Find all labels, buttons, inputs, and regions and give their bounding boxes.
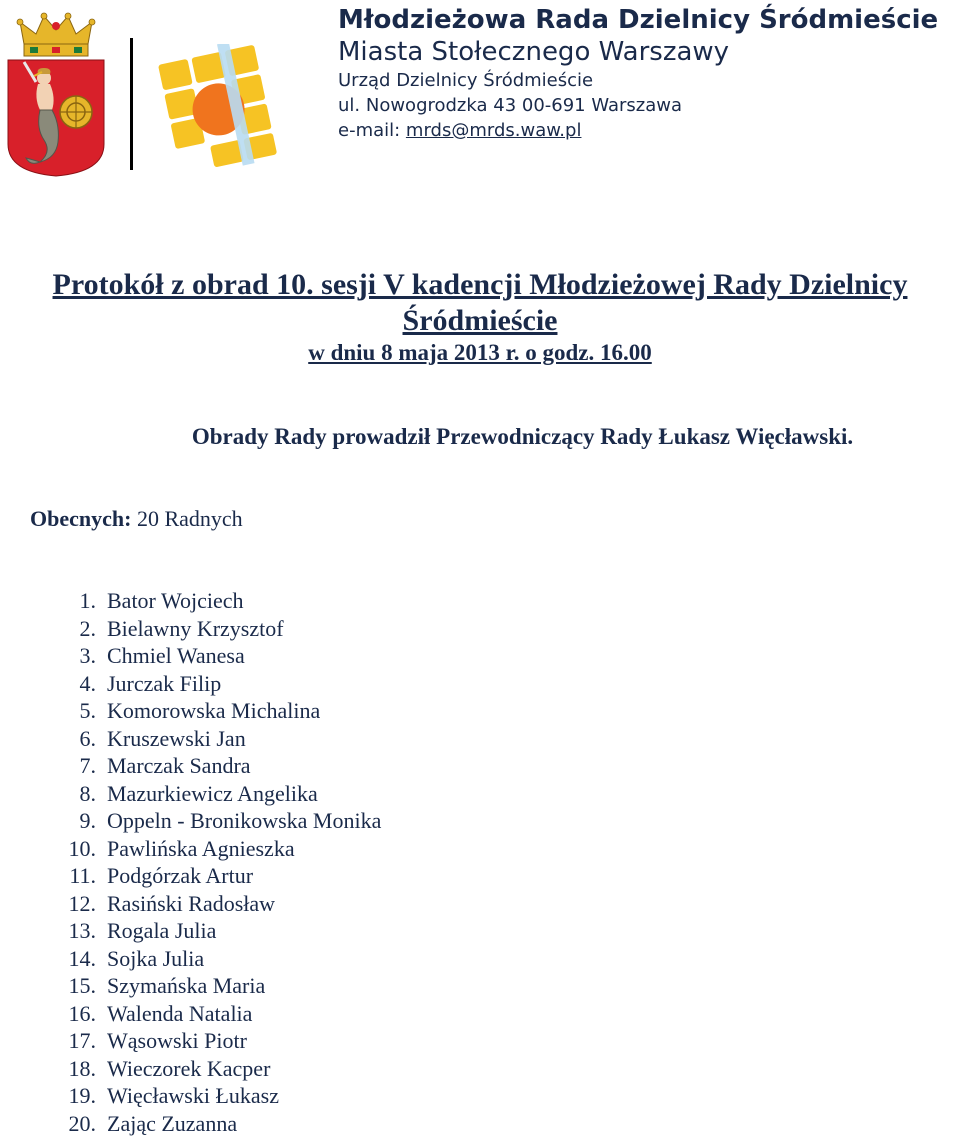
member-name: Marczak Sandra	[107, 753, 251, 778]
email-label: e-mail:	[338, 120, 406, 141]
member-name: Oppeln - Bronikowska Monika	[107, 808, 382, 833]
institution-header	[338, 4, 938, 143]
list-item	[0, 1110, 238, 1138]
list-item-number: 8.	[79, 780, 96, 806]
list-item-number: 7.	[79, 753, 96, 778]
member-name: Kruszewski Jan	[107, 725, 246, 751]
member-name: Komorowska Michalina	[107, 698, 321, 723]
session-date: w dniu 8 maja 2013 r. o godz. 16.00	[308, 340, 652, 365]
member-name: Pawlińska Agnieszka	[107, 835, 295, 861]
list-item	[0, 780, 318, 808]
list-item	[0, 862, 254, 890]
attendance-label: Obecnych:	[30, 506, 132, 531]
list-item-number: 6.	[79, 725, 96, 751]
list-item	[0, 587, 244, 615]
member-name: Bator Wojciech	[107, 588, 244, 613]
list-item-number: 13.	[68, 918, 96, 943]
list-item-number: 18.	[68, 1055, 96, 1081]
list-item	[0, 807, 382, 835]
list-item	[0, 1055, 271, 1083]
member-name: Zając Zuzanna	[107, 1110, 238, 1136]
member-name: Chmiel Wanesa	[107, 643, 245, 668]
list-item	[0, 697, 321, 725]
member-name: Rasiński Radosław	[107, 890, 276, 916]
list-item-number: 20.	[68, 1110, 96, 1136]
member-name: Wieczorek Kacper	[107, 1055, 271, 1081]
attendance-value: 20 Radnych	[131, 506, 243, 531]
email-link[interactable]: mrds@mrds.waw.pl	[405, 120, 582, 141]
list-item-number: 14.	[68, 945, 96, 971]
list-item	[0, 1000, 253, 1028]
list-item-number: 4.	[79, 670, 96, 696]
list-item-number: 5.	[79, 698, 96, 723]
list-item	[0, 1082, 279, 1110]
chairperson-statement: Obrady Rady prowadził Przewodniczący Rady Łukasz Więcławski.	[191, 424, 854, 449]
list-item-number: 3.	[79, 643, 96, 668]
list-item	[0, 890, 276, 918]
mrds-logo-icon	[158, 44, 292, 168]
office-name: Urząd Dzielnicy Śródmieście	[338, 70, 594, 91]
list-item-number: 11.	[69, 863, 96, 888]
list-item	[0, 917, 217, 945]
member-name: Walenda Natalia	[107, 1000, 253, 1026]
organization-name: Młodzieżowa Rada Dzielnicy Śródmieście	[338, 5, 939, 35]
list-item-number: 2.	[79, 615, 96, 641]
list-item	[0, 972, 266, 1000]
list-item	[0, 752, 251, 780]
member-name: Szymańska Maria	[107, 973, 266, 998]
list-item	[0, 835, 295, 863]
list-item-number: 15.	[68, 973, 96, 998]
warsaw-crest-icon	[6, 12, 106, 178]
list-item-number: 19.	[68, 1083, 96, 1108]
member-name: Więcławski Łukasz	[107, 1083, 279, 1108]
list-item-number: 10.	[68, 835, 96, 861]
member-name: Mazurkiewicz Angelika	[107, 780, 318, 806]
list-item-number: 12.	[68, 890, 96, 916]
members-list	[0, 587, 382, 1137]
city-line: Miasta Stołecznego Warszawy	[338, 37, 730, 67]
member-name: Wąsowski Piotr	[107, 1028, 247, 1053]
member-name: Rogala Julia	[107, 918, 217, 943]
address-line: ul. Nowogrodzka 43 00-691 Warszawa	[338, 95, 683, 116]
list-item	[0, 615, 284, 643]
list-item	[0, 670, 222, 698]
list-item-number: 1.	[79, 588, 96, 613]
email-line	[338, 118, 938, 143]
header-divider	[130, 38, 133, 170]
document-title-line2: Śródmieście	[402, 304, 558, 337]
list-item	[0, 1027, 247, 1055]
list-item-number: 16.	[68, 1000, 96, 1026]
document-title-line1: Protokół z obrad 10. sesji V kadencji Młodzieżowej Rady Dzielnicy	[52, 268, 908, 301]
attendance-summary	[30, 504, 243, 534]
list-item	[0, 945, 205, 973]
list-item	[0, 642, 245, 670]
member-name: Bielawny Krzysztof	[107, 615, 284, 641]
list-item	[0, 725, 246, 753]
member-name: Sojka Julia	[107, 945, 205, 971]
list-item-number: 9.	[79, 808, 96, 833]
member-name: Jurczak Filip	[107, 670, 222, 696]
member-name: Podgórzak Artur	[107, 863, 254, 888]
list-item-number: 17.	[68, 1028, 96, 1053]
